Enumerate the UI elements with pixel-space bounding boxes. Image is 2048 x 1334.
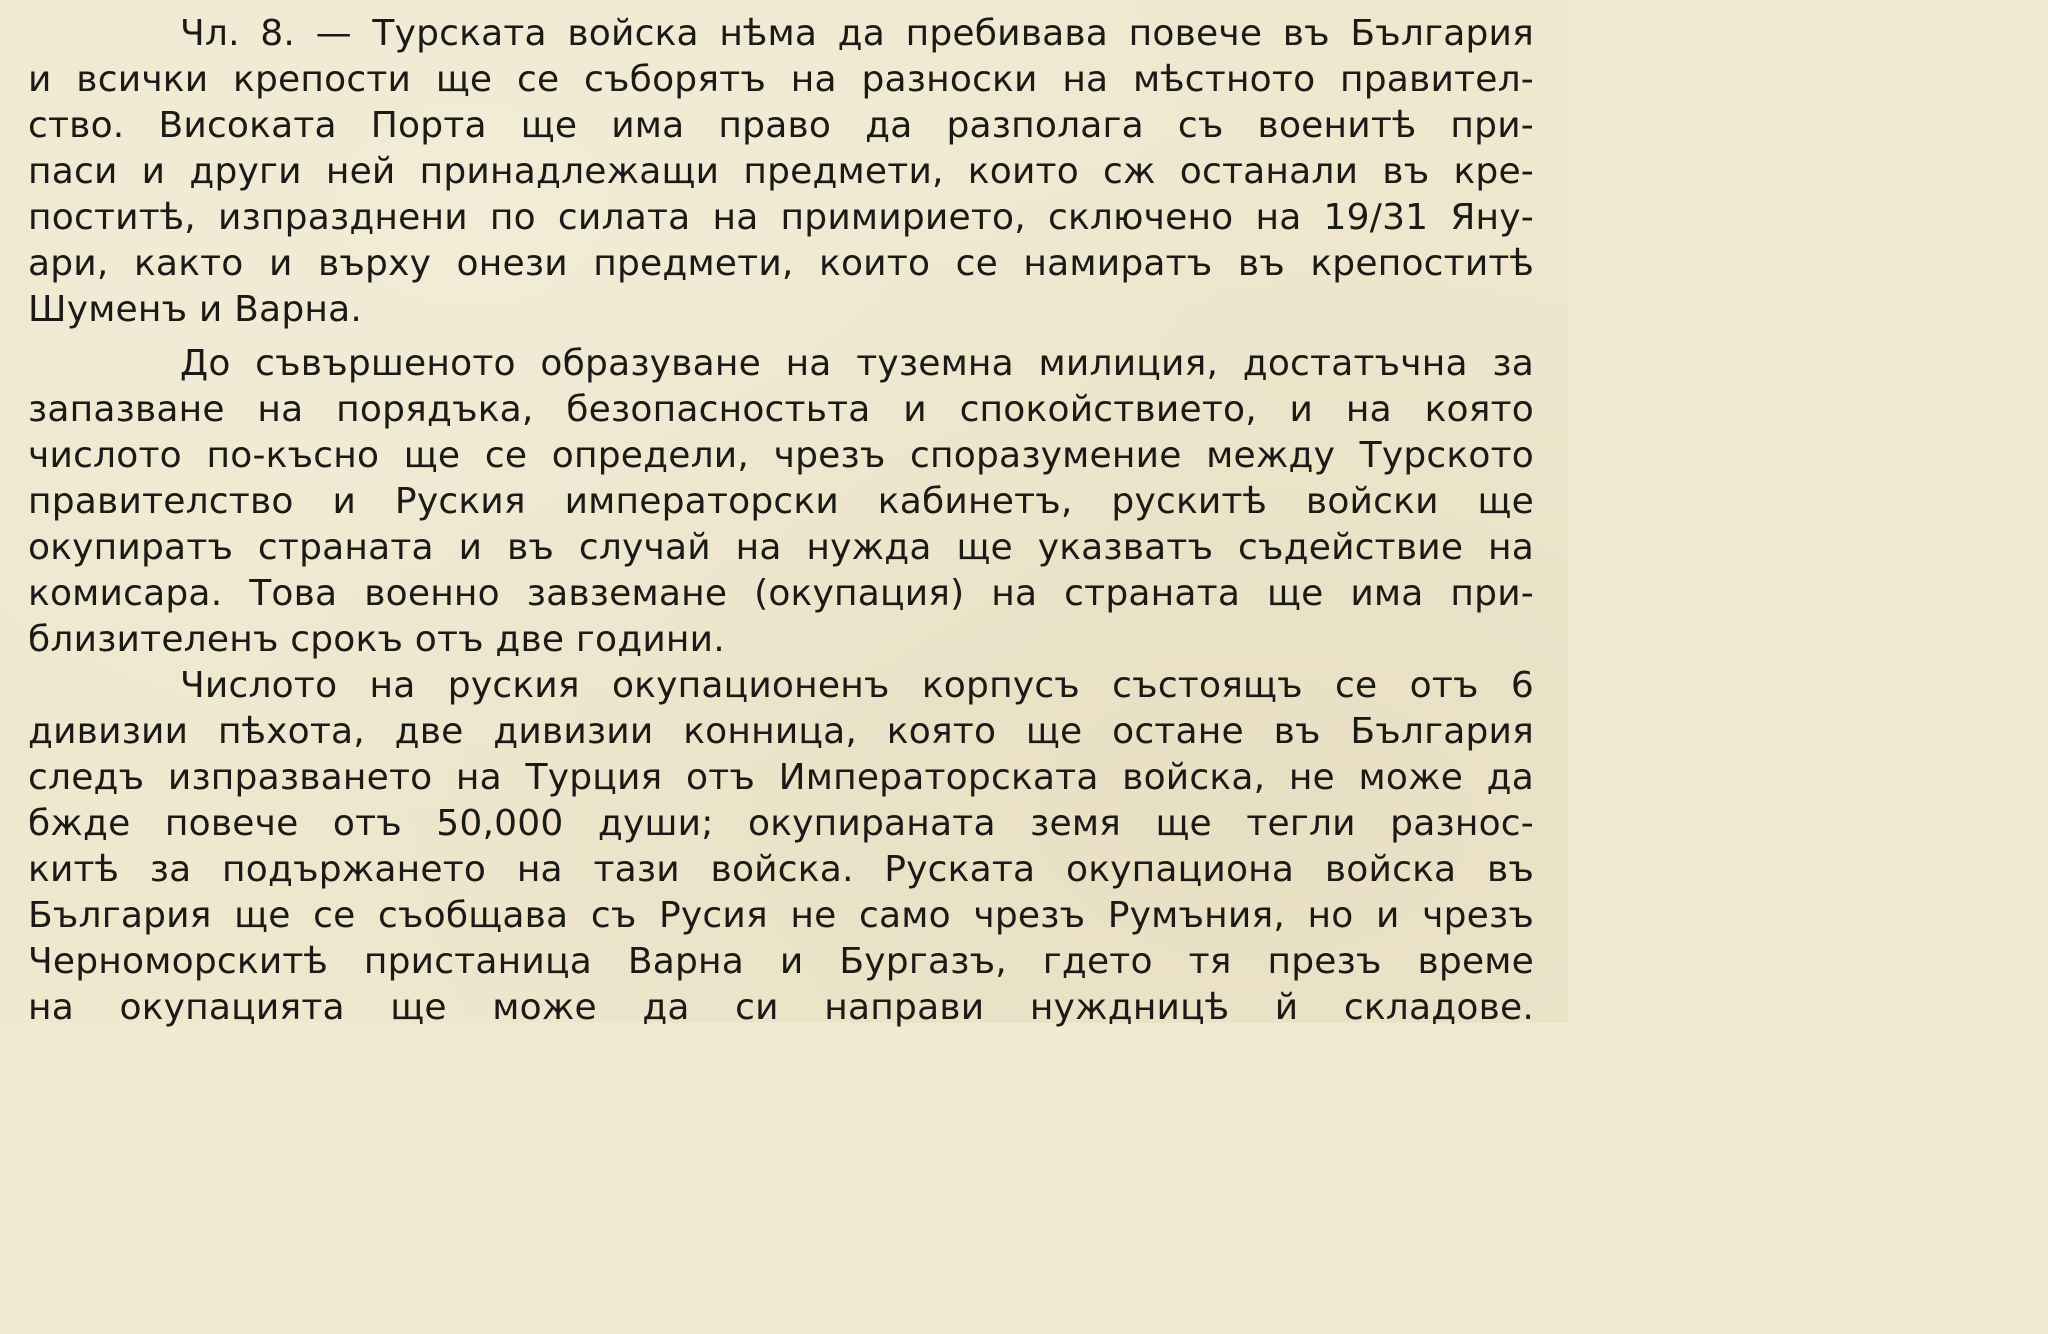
text-line: правителство и Руския императорски кабинетъ, рускитѣ войски ще [28, 481, 1534, 522]
text-line: близителенъ срокъ отъ две години. [28, 619, 725, 660]
text-line: окупиратъ страната и въ случай на нужда ще указватъ съдействие на [28, 527, 1534, 568]
text-line: дивизии пѣхота, две дивизии конница, която ще остане въ България [28, 711, 1534, 752]
text-line: Черноморскитѣ пристаница Варна и Бургазъ, гдето тя презъ време [28, 941, 1534, 982]
text-line: ари, както и върху онези предмети, които се намиратъ въ крепоститѣ [28, 243, 1534, 284]
text-line: китѣ за подържането на тази войска. Руската окупациона войска въ [28, 849, 1534, 890]
text-line: запазване на порядъка, безопасностьта и спокойствието, и на която [28, 389, 1534, 430]
text-line: бжде повече отъ 50,000 души; окупираната земя ще тегли разнос- [28, 803, 1534, 844]
text-line: следъ изпразването на Турция отъ Императорската войска, не може да [28, 757, 1534, 798]
text-line: Чл. 8. — Турската войска нѣма да пребивава повече въ България [180, 13, 1534, 54]
text-line: комисара. Това военно завземане (окупация) на страната ще има при- [28, 573, 1534, 614]
text-line: поститѣ, изпразднени по силата на примирието, сключено на 19/31 Яну- [28, 197, 1534, 238]
text-line: България ще се съобщава съ Русия не само чрезъ Румъния, но и чрезъ [28, 895, 1534, 936]
text-line: ство. Високата Порта ще има право да разполага съ военитѣ при- [28, 105, 1534, 146]
text-line: До съвършеното образуване на туземна милиция, достатъчна за [180, 343, 1534, 384]
text-line: числото по-късно ще се определи, чрезъ споразумение между Турското [28, 435, 1534, 476]
text-line: на окупацията ще може да си направи нуждницѣ й складове. [28, 987, 1534, 1028]
text-line: Числото на руския окупационенъ корпусъ състоящъ се отъ 6 [180, 665, 1534, 706]
text-line: паси и други ней принадлежащи предмети, които сж останали въ кре- [28, 151, 1534, 192]
text-line: Шуменъ и Варна. [28, 289, 363, 330]
text-line: и всички крепости ще се съборятъ на разноски на мѣстното правител- [28, 59, 1534, 100]
